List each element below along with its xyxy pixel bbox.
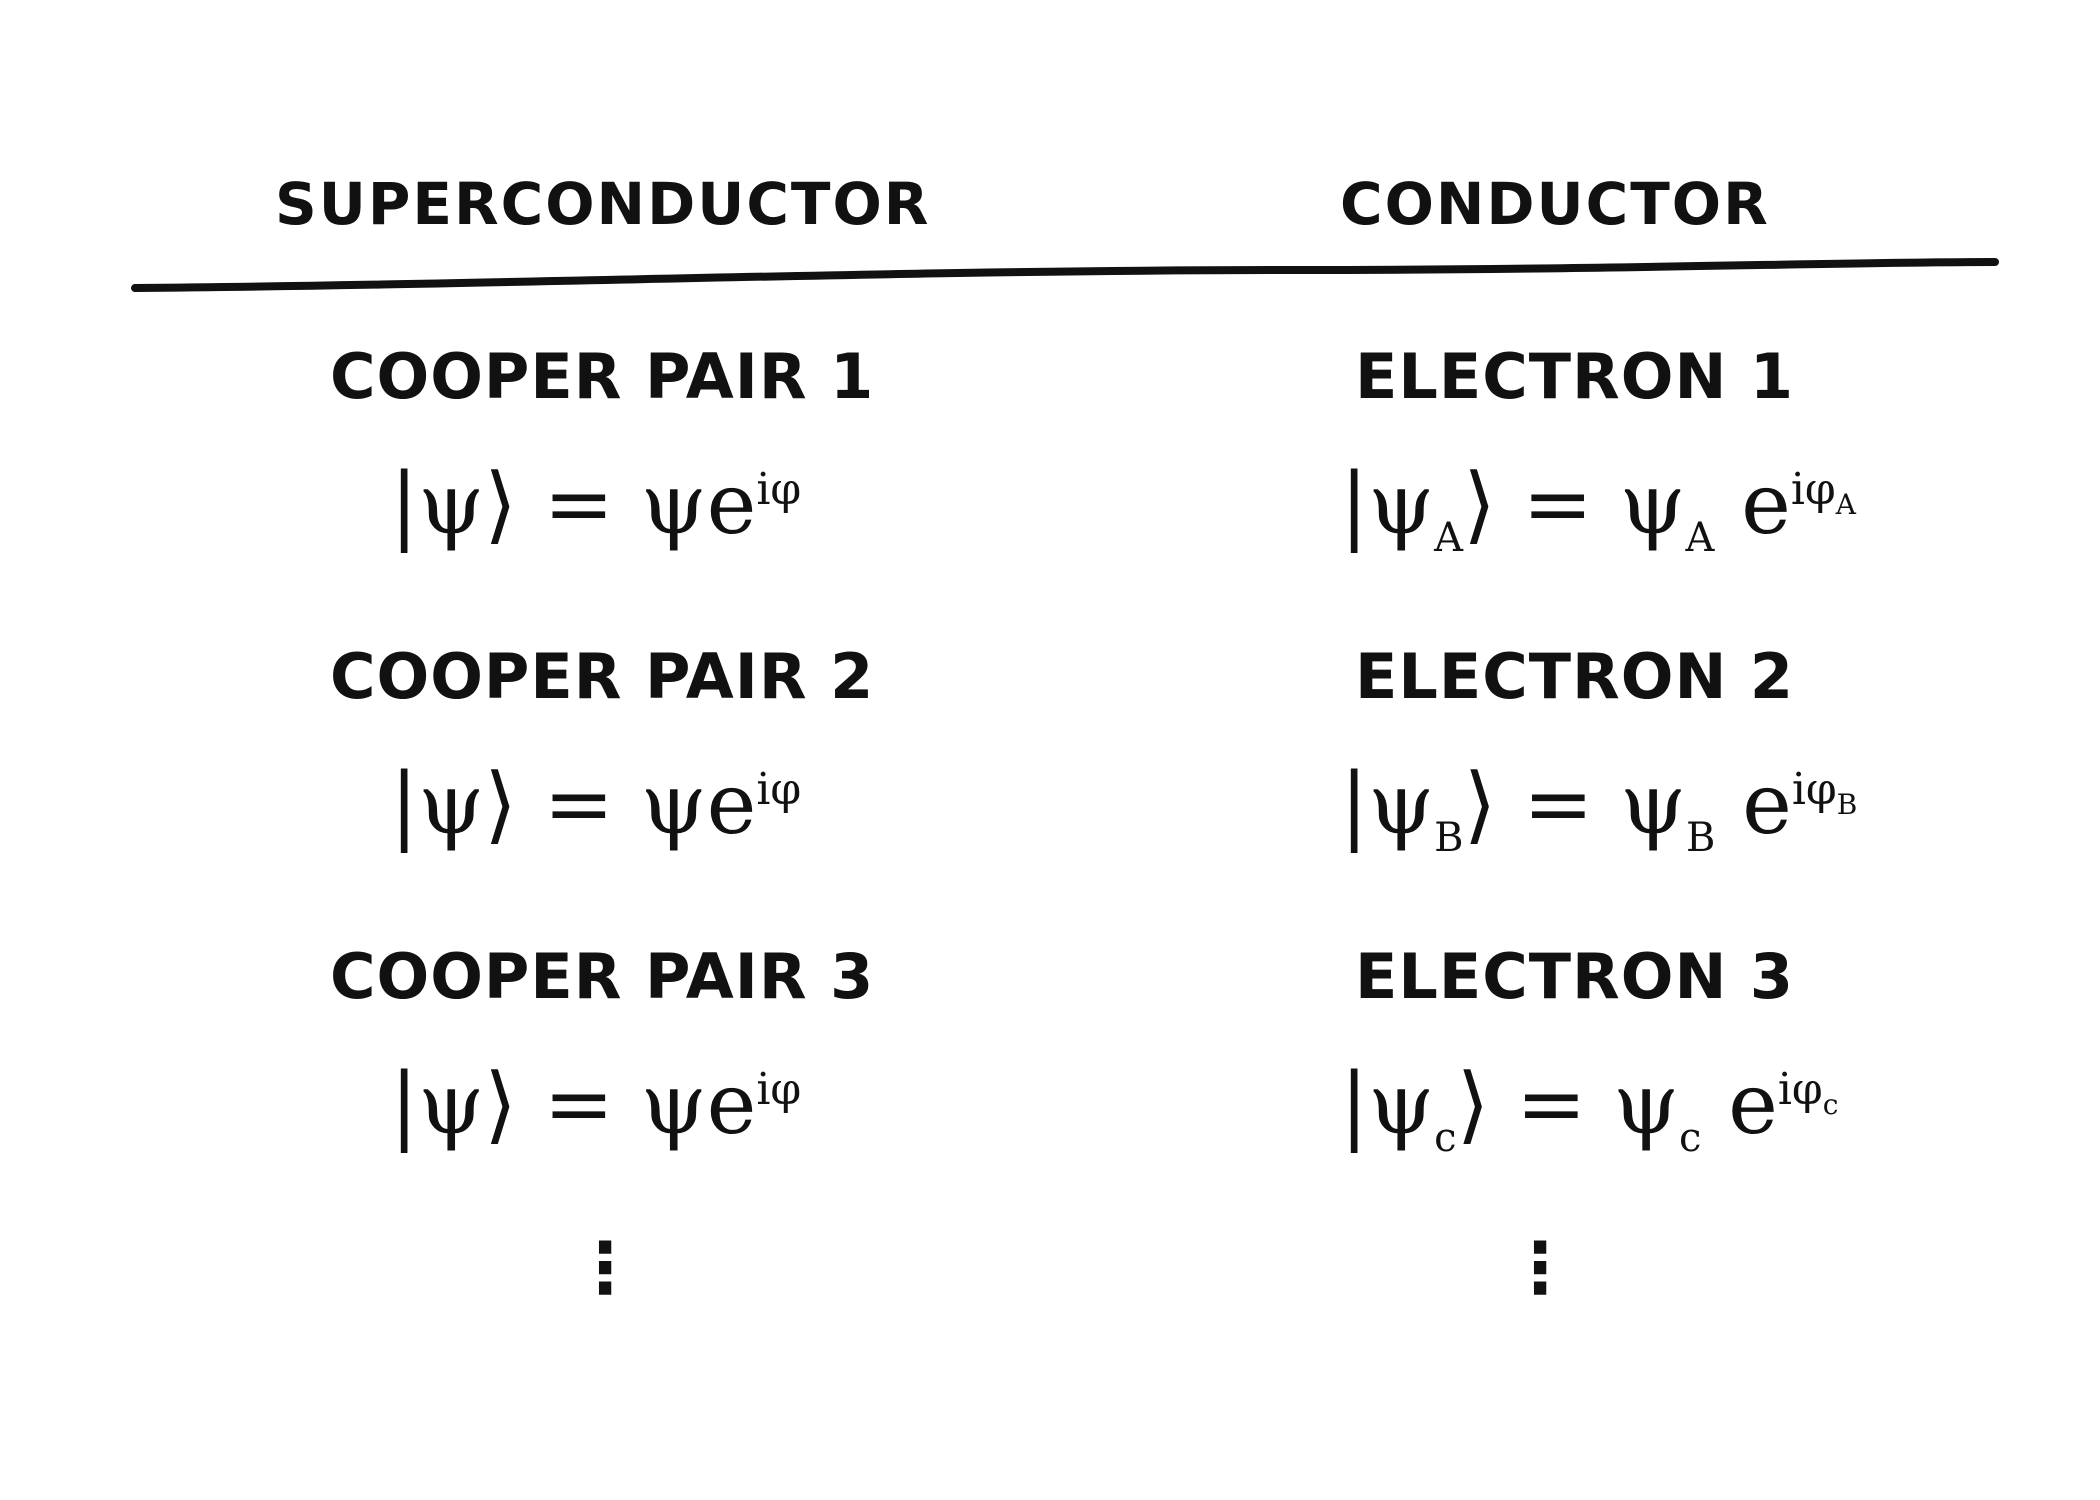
cooper-pair-1-label: COOPER PAIR 1 xyxy=(330,340,875,413)
cooper-pair-1-equation: |ψ⟩ = $\psi e^{i\varphi}$ xyxy=(390,455,802,553)
cooper-pair-2-equation: |ψ⟩ = $\psi e^{i\varphi}$ xyxy=(390,755,802,853)
conductor-ellipsis: ⋮ xyxy=(1505,1227,1575,1309)
electron-1-equation: $|\psi_A⟩ = \psi_A$ $e^{i\varphi_A}$ xyxy=(1340,455,1856,561)
superconductor-ellipsis: ⋮ xyxy=(570,1227,640,1309)
electron-3-label: ELECTRON 3 xyxy=(1355,940,1795,1013)
electron-2-equation: $|\psi_B⟩ = \psi_B$ $e^{i\varphi_B}$ xyxy=(1340,755,1858,861)
electron-2-label: ELECTRON 2 xyxy=(1355,640,1795,713)
cooper-pair-3-equation: |ψ⟩ = $\psi e^{i\varphi}$ xyxy=(390,1055,802,1153)
cooper-pair-2-label: COOPER PAIR 2 xyxy=(330,640,875,713)
electron-3-equation: $|\psi_c⟩ = \psi_c$ $e^{i\varphi_c}$ xyxy=(1340,1055,1839,1161)
cooper-pair-3-label: COOPER PAIR 3 xyxy=(330,940,875,1013)
superconductor-header: SUPERCONDUCTOR xyxy=(275,170,931,238)
conductor-header: CONDUCTOR xyxy=(1340,170,1770,238)
electron-1-label: ELECTRON 1 xyxy=(1355,340,1795,413)
